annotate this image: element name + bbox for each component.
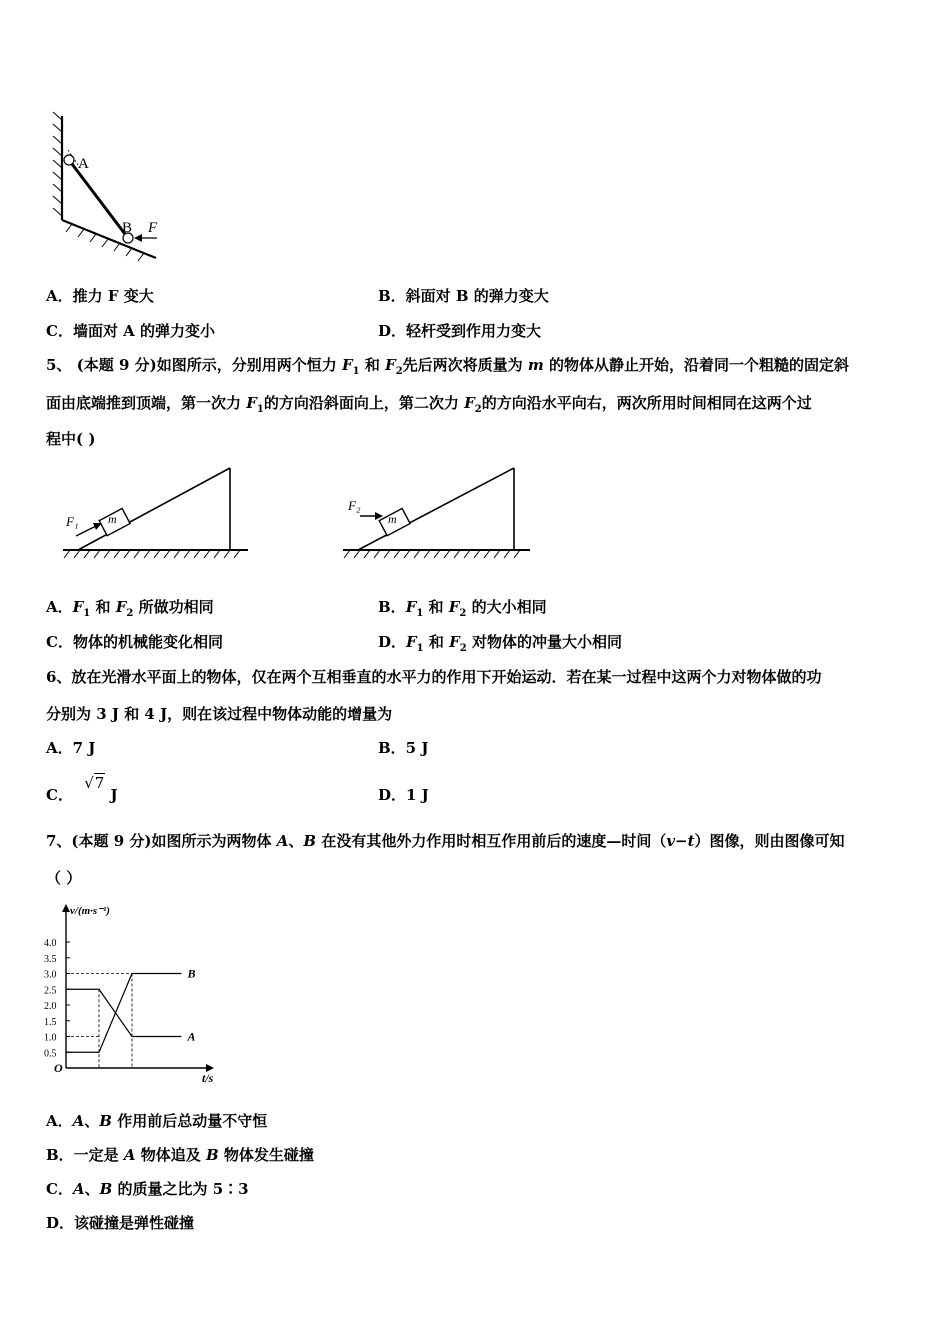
q7-text: 7、(本题 9 分)如图所示为两物体 [46, 832, 277, 850]
y-tick-label: 4.0 [44, 938, 57, 949]
q7-option-d[interactable]: D．该碰撞是弹性碰撞 [46, 1214, 195, 1232]
sqrt-symbol: √7 [84, 774, 105, 792]
q7-opt-text: 作用前后总动量不守恒 [111, 1112, 268, 1130]
q5-text: 和 [359, 356, 386, 374]
q5-text: 面由底端推到顶端，第一次力 [46, 394, 247, 412]
q5-f1: F [406, 633, 417, 651]
q5-option-a[interactable] [46, 596, 214, 619]
sqrt-radicand: 7 [94, 774, 105, 792]
q4-figure [44, 108, 174, 268]
q5-f2: F [385, 356, 396, 374]
q6-option-b[interactable]: B．5 J [378, 739, 429, 757]
q5-f2-sub: 2 [474, 404, 482, 415]
q5-fig1-f1: F₁ [66, 514, 79, 529]
q7-b: B [206, 1146, 219, 1164]
y-tick-label: 3.0 [44, 969, 57, 981]
x-axis-label: t/s [202, 1071, 214, 1085]
q5-option-b[interactable] [378, 596, 547, 619]
q5-opt-text: B． [378, 598, 406, 616]
q5-m: m [527, 356, 544, 374]
q5-f1-sub: 1 [83, 608, 91, 619]
q5-text: 5、 (本题 9 分)如图所示，分别用两个恒力 [46, 356, 342, 374]
series-label-B: B [187, 966, 196, 981]
q5-f2: F [115, 598, 127, 616]
y-tick-label: 2.0 [44, 1001, 57, 1012]
q5-f1-sub: 1 [416, 643, 424, 654]
y-axis-arrow [62, 904, 70, 912]
q4-option-b[interactable]: B．斜面对 B 的弹力变大 [378, 287, 549, 305]
q5-stem-line2 [46, 392, 812, 415]
q5-f2: F [449, 633, 460, 651]
q7-text: 在没有其他外力作用时相互作用前后的速度—时间（ [316, 832, 667, 850]
y-tick-label: 1.5 [44, 1016, 57, 1028]
q7-b: B [99, 1180, 113, 1198]
q5-f2-sub: 2 [395, 366, 403, 377]
q5-text: 的方向沿斜面向上，第二次力 [263, 394, 465, 412]
q5-opt-text: 和 [423, 633, 450, 651]
q4-label-a: A [78, 156, 89, 172]
q5-option-c[interactable]: C．物体的机械能变化相同 [46, 633, 223, 651]
q7-stem-line1 [46, 830, 845, 851]
q5-stem-line3: 程中( ) [46, 430, 96, 448]
q7-a: A [123, 1146, 136, 1164]
y-tick-label: 1.0 [44, 1032, 57, 1044]
q5-f1: F [72, 598, 84, 616]
q7-opt-text: B．一定是 [46, 1146, 124, 1164]
q4-option-d[interactable]: D．轻杆受到作用力变大 [378, 322, 542, 340]
q5-opt-text: 对物体的冲量大小相同 [466, 633, 622, 651]
q5-f1: F [405, 598, 417, 616]
q5-f1: F [341, 356, 353, 374]
q5-stem-line1 [46, 354, 849, 377]
q4-option-a[interactable]: A．推力 F 变大 [46, 287, 154, 305]
q5-figure-1 [58, 462, 258, 562]
q7-text: 、 [288, 832, 304, 850]
q5-f2-sub: 2 [459, 643, 467, 654]
y-tick-label: 3.5 [44, 953, 57, 965]
origin-label: O [54, 1061, 63, 1075]
q5-option-d[interactable] [378, 631, 622, 654]
q7-opt-text: 的质量之比为 5∶3 [112, 1180, 249, 1198]
y-axis-label: v/(m·s⁻¹) [70, 905, 110, 917]
y-tick-label: 2.5 [44, 985, 57, 997]
q7-option-c[interactable] [46, 1178, 249, 1199]
q4-label-f: F [148, 220, 158, 236]
q4-option-c[interactable]: C．墙面对 A 的弹力变小 [46, 322, 216, 340]
q5-fig1-m: m [108, 512, 117, 526]
q7-opt-text: A． [46, 1112, 73, 1130]
q7-opt-text: 、 [84, 1112, 100, 1130]
q5-text: 的方向沿水平向右，两次所用时间相同在这两个过 [481, 394, 812, 412]
q5-fig2-m: m [388, 512, 397, 526]
q7-option-b[interactable] [46, 1144, 314, 1165]
q5-f2-sub: 2 [459, 608, 467, 619]
q7-vt: v−t [666, 832, 695, 850]
q7-opt-text: 物体追及 [135, 1146, 206, 1164]
q6-option-c[interactable] [46, 774, 118, 805]
q5-f2: F [464, 394, 475, 412]
q5-opt-text: 和 [423, 598, 449, 616]
q4-label-b: B [122, 220, 133, 236]
q7-b: B [99, 1112, 112, 1130]
q5-text: 的物体从静止开始，沿着同一个粗糙的固定斜 [543, 356, 850, 374]
q5-f1-sub: 1 [352, 366, 360, 377]
q7-a: A [72, 1112, 85, 1130]
q7-opt-text: 物体发生碰撞 [218, 1146, 314, 1164]
q5-fig2-f2: F₂ [348, 498, 361, 513]
y-tick-label: 0.5 [44, 1048, 57, 1060]
q5-figure-2 [338, 462, 538, 562]
q7-opt-text: C． [46, 1180, 73, 1198]
q7-vt-chart [30, 896, 240, 1086]
q5-opt-text: D． [378, 633, 407, 651]
series-line-A [66, 989, 182, 1036]
q5-f1: F [246, 394, 257, 412]
q7-opt-text: 、 [84, 1180, 100, 1198]
q5-f2: F [448, 598, 460, 616]
q6-stem-line1: 6、放在光滑水平面上的物体，仅在两个互相垂直的水平力的作用下开始运动．若在某一过程中这两个力对物体做的功 [46, 668, 822, 686]
q5-f2-sub: 2 [126, 608, 134, 619]
q7-option-a[interactable] [46, 1110, 267, 1131]
q6-option-d[interactable]: D．1 J [378, 786, 429, 804]
q7-a: A [72, 1180, 85, 1198]
q7-a: A [276, 832, 289, 850]
series-label-A: A [187, 1029, 196, 1044]
q6-option-a[interactable]: A．7 J [46, 739, 96, 757]
q5-f1-sub: 1 [256, 404, 264, 415]
q5-opt-text: 和 [90, 598, 116, 616]
q5-f1-sub: 1 [416, 608, 424, 619]
q5-text: 先后两次将质量为 [402, 356, 528, 374]
q7-stem-line2: （ ） [46, 869, 82, 887]
series-line-B [66, 974, 182, 1053]
q5-opt-text: 的大小相同 [466, 598, 547, 616]
q5-opt-text: 所做功相同 [133, 598, 214, 616]
q6-opt-text: J [110, 786, 118, 804]
q7-text: ）图像，则由图像可知 [694, 832, 845, 850]
q5-opt-text: A． [46, 598, 73, 616]
q6-stem-line2: 分别为 3 J 和 4 J，则在该过程中物体动能的增量为 [46, 705, 393, 723]
q7-b: B [303, 832, 317, 850]
q6-opt-text: C． [46, 786, 73, 804]
